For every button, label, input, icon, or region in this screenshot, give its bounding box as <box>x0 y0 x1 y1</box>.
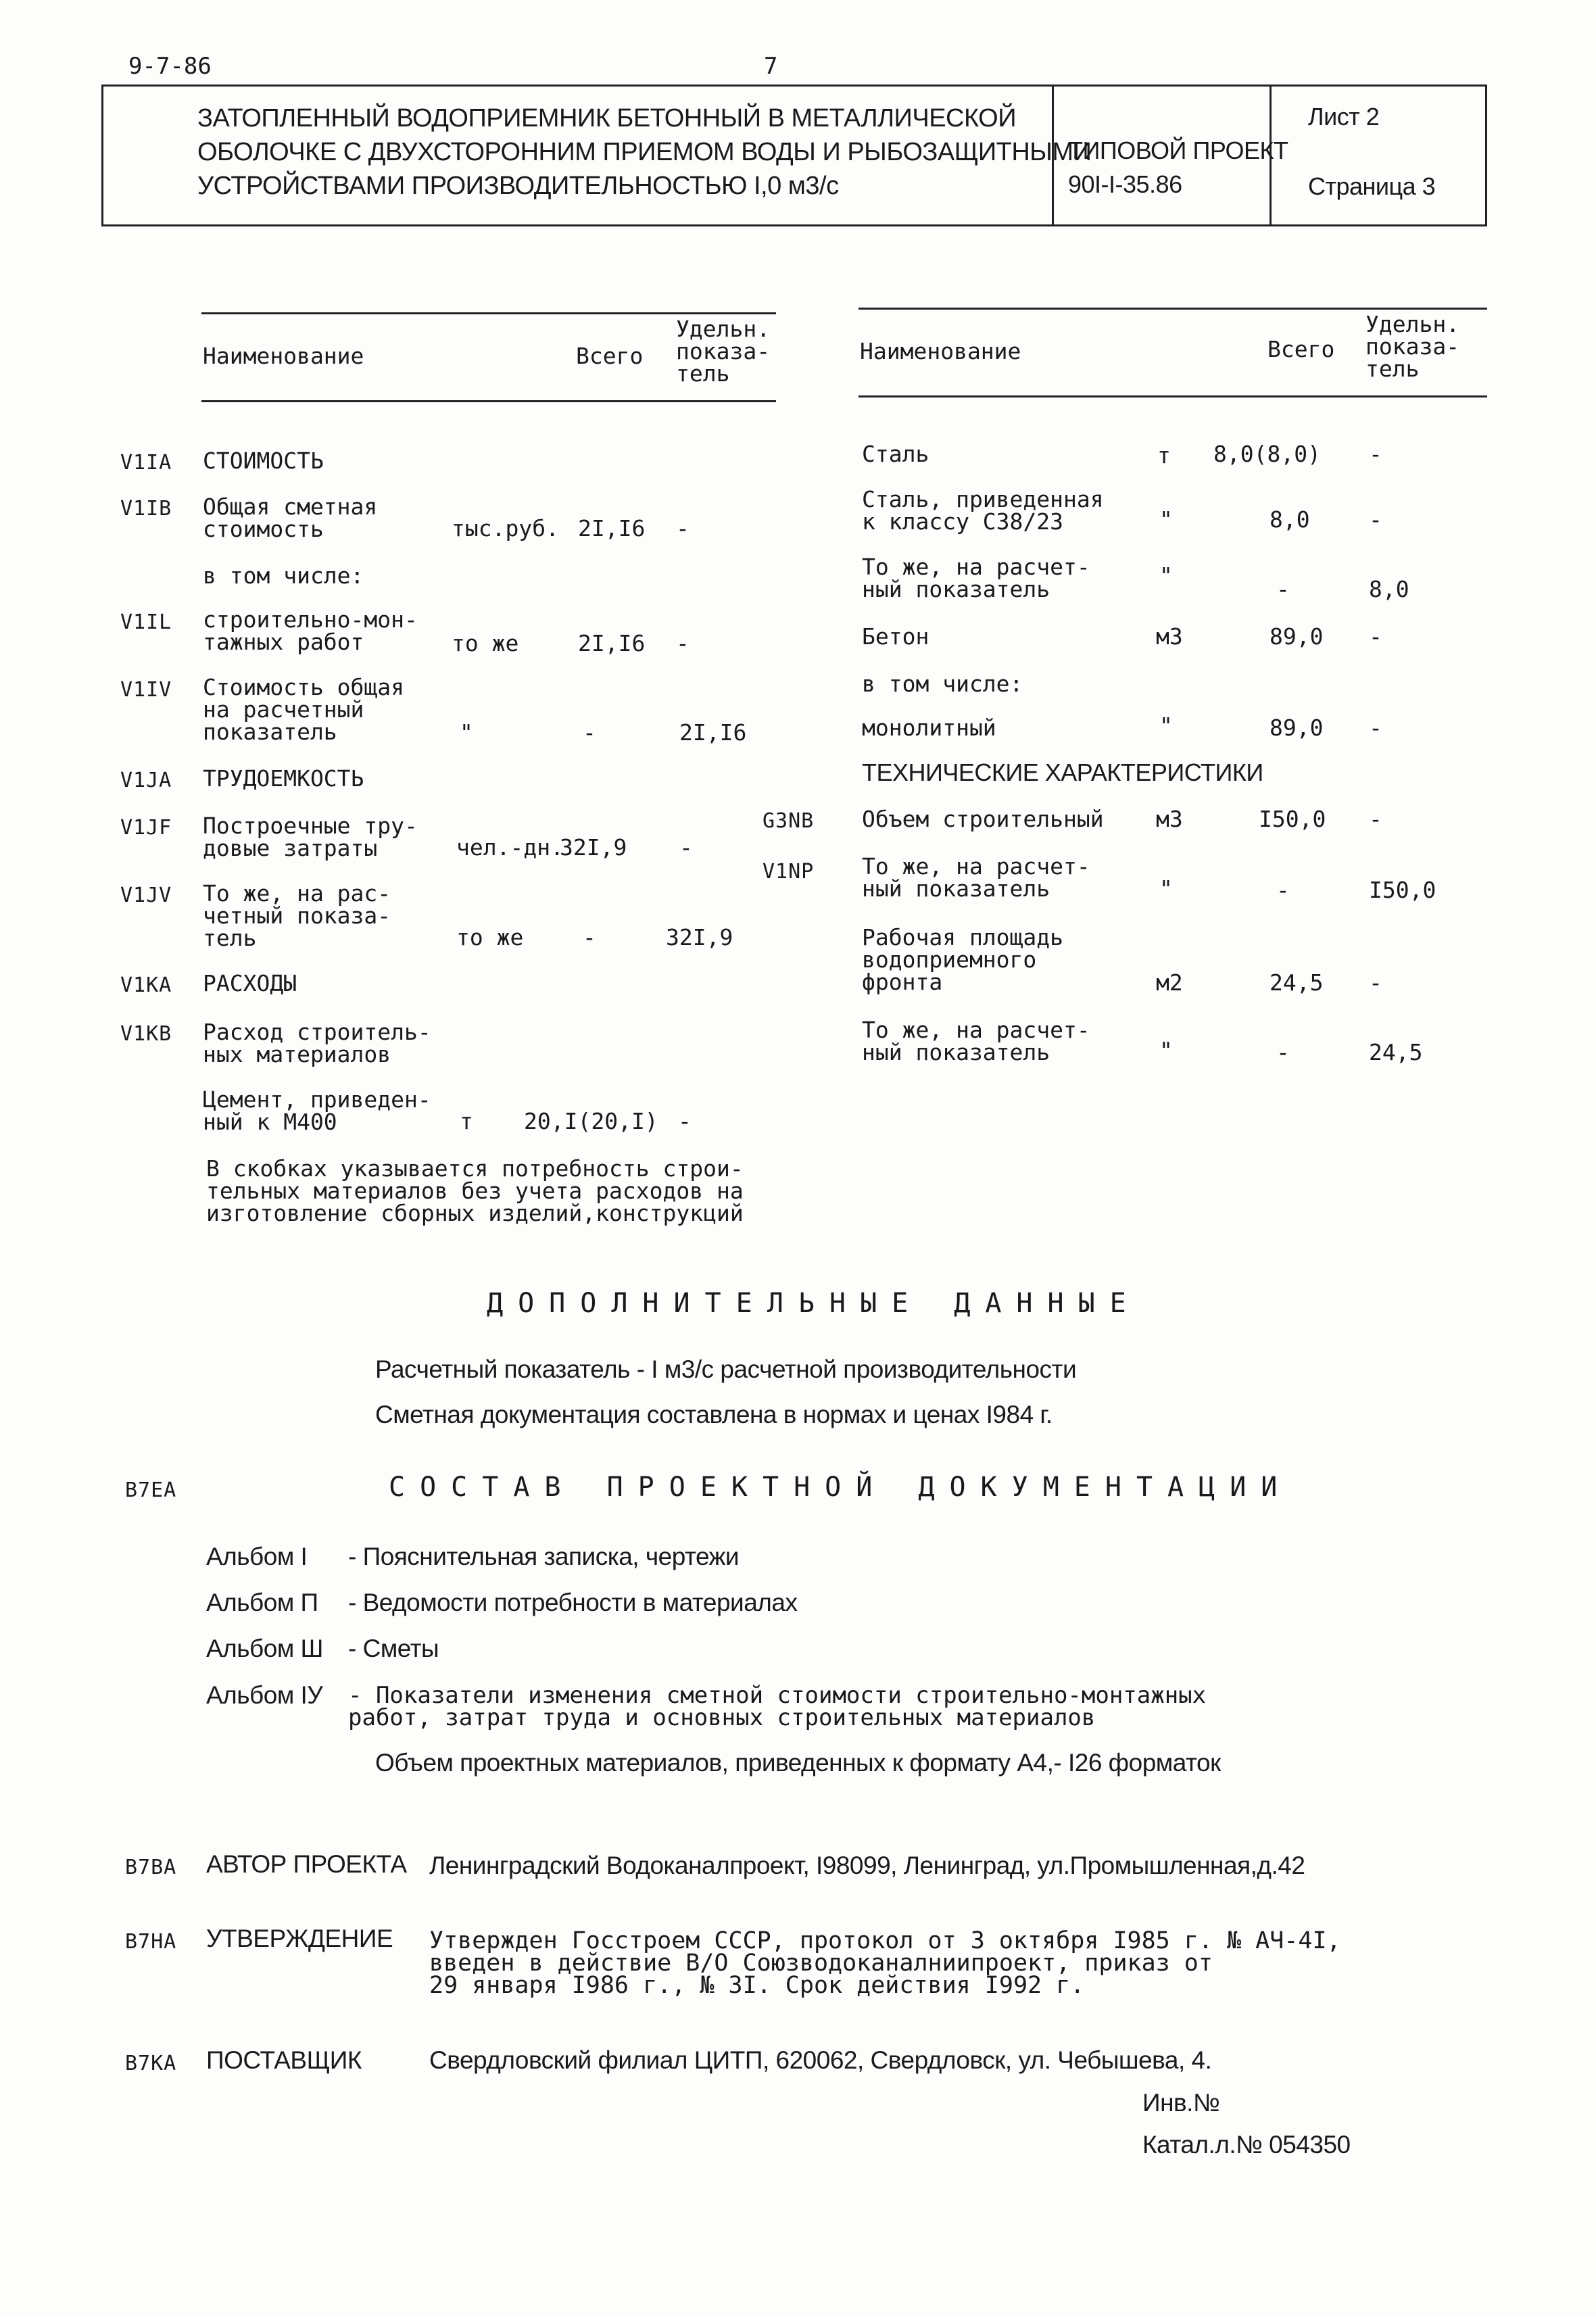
additional-heading: ДОПОЛНИТЕЛЬНЫЕ ДАННЫЕ <box>487 1288 1141 1319</box>
row-name: Расход строитель- ных материалов <box>203 1019 431 1067</box>
approval-text: Утвержден Госстроем СССР, протокол от 3 октября I985 г. № АЧ-4I, введен в действие В/О Союзводоканалниипроект, приказ от 29 января I986 г., № 3I. Срок действия I992 г. <box>429 1927 1341 1999</box>
row-unit: " <box>1159 713 1173 739</box>
row-name: ТРУДОЕМКОСТЬ <box>203 765 364 792</box>
row-code: V1KA <box>120 973 172 997</box>
row-code: V1NP <box>763 860 815 884</box>
row-specific: - <box>676 630 690 656</box>
materials-volume: Объем проектных материалов, приведенных к формату А4,- I26 форматок <box>375 1749 1221 1777</box>
row-name: То же, на расчет- ный показатель <box>862 853 1090 902</box>
row-unit: м3 <box>1156 806 1183 832</box>
row-name: строительно-мон- тажных работ <box>203 606 418 655</box>
row-name: Сталь, приведенная к классу С38/23 <box>862 486 1104 535</box>
left-header-total: Всего <box>576 343 644 369</box>
left-header-name: Наименование <box>203 343 364 369</box>
row-name: То же, на расчет- ный показатель <box>862 554 1090 602</box>
row-name: РАСХОДЫ <box>203 970 297 996</box>
row-name: Объем строительный <box>862 806 1104 832</box>
supplier-code: B7KA <box>125 2052 177 2075</box>
additional-line-1: Расчетный показатель - I м3/с расчетной производительности <box>375 1355 1077 1383</box>
author-text: Ленинградский Водоканалпроект, I98099, Ленинград, ул.Промышленная,д.42 <box>429 1852 1305 1879</box>
composition-code: B7EA <box>125 1478 177 1502</box>
row-specific: - <box>678 1108 692 1134</box>
row-code: V1JA <box>120 769 172 792</box>
row-unit: " <box>460 719 473 746</box>
album-text: - Показатели изменения сметной стоимости строительно-монтажных работ, затрат труда и основных строительных материалов <box>348 1682 1207 1731</box>
row-unit: то же <box>452 630 519 656</box>
album-text: - Пояснительная записка, чертежи <box>348 1543 740 1570</box>
row-name: Стоимость общая на расчетный показатель <box>203 674 405 745</box>
row-name: То же, на расчет- ный показатель <box>862 1017 1090 1065</box>
row-code: V1JV <box>120 884 172 907</box>
author-label: АВТОР ПРОЕКТА <box>206 1850 407 1878</box>
row-code: V1IA <box>120 451 172 475</box>
row-specific: I50,0 <box>1369 877 1436 903</box>
right-header-specific: Удельн. показа- тель <box>1365 311 1460 382</box>
row-name: СТОИМОСТЬ <box>203 448 324 474</box>
album-text: - Ведомости потребности в материалах <box>348 1589 798 1616</box>
row-code: V1IB <box>120 497 172 521</box>
row-specific: - <box>1369 506 1382 533</box>
row-name: Цемент, приведен- ный к М400 <box>203 1086 431 1135</box>
row-specific: - <box>1369 441 1382 467</box>
row-total: - <box>583 719 596 746</box>
row-name: ТЕХНИЧЕСКИЕ ХАРАКТЕРИСТИКИ <box>862 758 1263 786</box>
row-name: Бетон <box>862 623 929 650</box>
row-unit: " <box>1159 1037 1173 1063</box>
row-code: V1JF <box>120 816 172 840</box>
row-total: 8,0 <box>1269 506 1310 533</box>
row-name: То же, на рас- четный показа- тель <box>203 880 391 951</box>
row-total: - <box>1276 1039 1290 1065</box>
row-specific: - <box>676 515 690 541</box>
row-specific: - <box>1369 806 1382 832</box>
row-unit: т <box>460 1108 473 1134</box>
row-code: G3NB <box>763 809 815 833</box>
row-total: 2I,I6 <box>578 630 646 656</box>
left-header-specific: Удельн. показа- тель <box>676 316 771 387</box>
row-name: Построечные тру- довые затраты <box>203 813 418 861</box>
approval-code: B7HA <box>125 1930 177 1954</box>
row-unit: м2 <box>1156 969 1183 996</box>
row-specific: 24,5 <box>1369 1039 1423 1065</box>
row-total: 89,0 <box>1269 623 1324 650</box>
supplier-label: ПОСТАВЩИК <box>206 2046 362 2074</box>
author-code: B7BA <box>125 1856 177 1879</box>
stamp-title: ЗАТОПЛЕННЫЙ ВОДОПРИЕМНИК БЕТОННЫЙ В МЕТАЛЛИЧЕСКОЙ ОБОЛОЧКЕ С ДВУХСТОРОННИМ ПРИЕМОМ ВОДЫ И РЫБОЗАЩИТНЫМИ УСТРОЙСТВАМИ ПРОИЗВОДИТЕЛЬНОСТЬЮ I,0 м3/с <box>197 104 1092 200</box>
row-total: - <box>583 924 596 950</box>
row-name: в том числе: <box>203 562 364 589</box>
project-number: 90I-I-35.86 <box>1068 170 1182 198</box>
row-total: 8,0(8,0) <box>1213 441 1321 467</box>
sheet-number: Лист 2 <box>1308 103 1380 130</box>
row-name: монолитный <box>862 715 996 741</box>
row-unit: " <box>1159 562 1173 589</box>
row-total: 32I,9 <box>560 834 627 861</box>
page-number: 7 <box>764 53 778 80</box>
row-unit: т <box>1157 442 1171 468</box>
page-label: Страница 3 <box>1308 172 1436 200</box>
page-date: 9-7-86 <box>128 53 212 80</box>
album-label: Альбом Ш <box>206 1635 323 1662</box>
row-unit: " <box>1159 506 1173 533</box>
supplier-text: Свердловский филиал ЦИТП, 620062, Свердловск, ул. Чебышева, 4. <box>429 2046 1212 2074</box>
approval-label: УТВЕРЖДЕНИЕ <box>206 1925 393 1952</box>
row-unit: " <box>1159 875 1173 902</box>
row-code: V1IL <box>120 610 172 634</box>
row-total: 89,0 <box>1269 715 1324 741</box>
project-label: ТИПОВОЙ ПРОЕКТ <box>1068 137 1288 164</box>
album-label: Альбом IУ <box>206 1681 323 1709</box>
row-unit: то же <box>456 924 524 950</box>
catalog-number: Катал.л.№ 054350 <box>1142 2131 1351 2158</box>
row-unit: м3 <box>1156 623 1183 650</box>
row-total: 24,5 <box>1269 969 1324 996</box>
row-name: Общая сметная стоимость <box>203 493 378 542</box>
row-name: Рабочая площадь водоприемного фронта <box>862 924 1064 995</box>
row-unit: чел.-дн. <box>456 834 564 861</box>
table-note: В скобках указывается потребность строи- тельных материалов без учета расходов на изготовление сборных изделий,конструкций <box>206 1155 744 1226</box>
row-code: V1KB <box>120 1022 172 1046</box>
album-text: - Сметы <box>348 1635 439 1662</box>
row-specific: - <box>1369 969 1382 996</box>
row-total: 2I,I6 <box>578 515 646 541</box>
row-specific: - <box>679 834 693 861</box>
row-code: V1IV <box>120 678 172 702</box>
row-unit: тыс.руб. <box>452 515 559 541</box>
album-label: Альбом П <box>206 1589 318 1616</box>
right-header-name: Наименование <box>860 338 1021 364</box>
row-total: 20,I(20,I) <box>524 1108 658 1134</box>
inventory-number: Инв.№ <box>1142 2089 1220 2117</box>
row-specific: 32I,9 <box>666 924 733 950</box>
additional-line-2: Сметная документация составлена в нормах и ценах I984 г. <box>375 1401 1053 1428</box>
row-name: в том числе: <box>862 671 1023 697</box>
row-specific: 8,0 <box>1369 576 1409 602</box>
row-specific: - <box>1369 715 1382 741</box>
row-total: - <box>1276 877 1290 903</box>
row-total: - <box>1276 576 1290 602</box>
album-label: Альбом I <box>206 1543 308 1570</box>
row-specific: - <box>1369 623 1382 650</box>
row-total: I50,0 <box>1259 806 1326 832</box>
row-name: Сталь <box>862 441 929 467</box>
composition-heading: СОСТАВ ПРОЕКТНОЙ ДОКУМЕНТАЦИИ <box>389 1472 1292 1503</box>
right-header-total: Всего <box>1267 336 1335 362</box>
row-specific: 2I,I6 <box>679 719 747 746</box>
